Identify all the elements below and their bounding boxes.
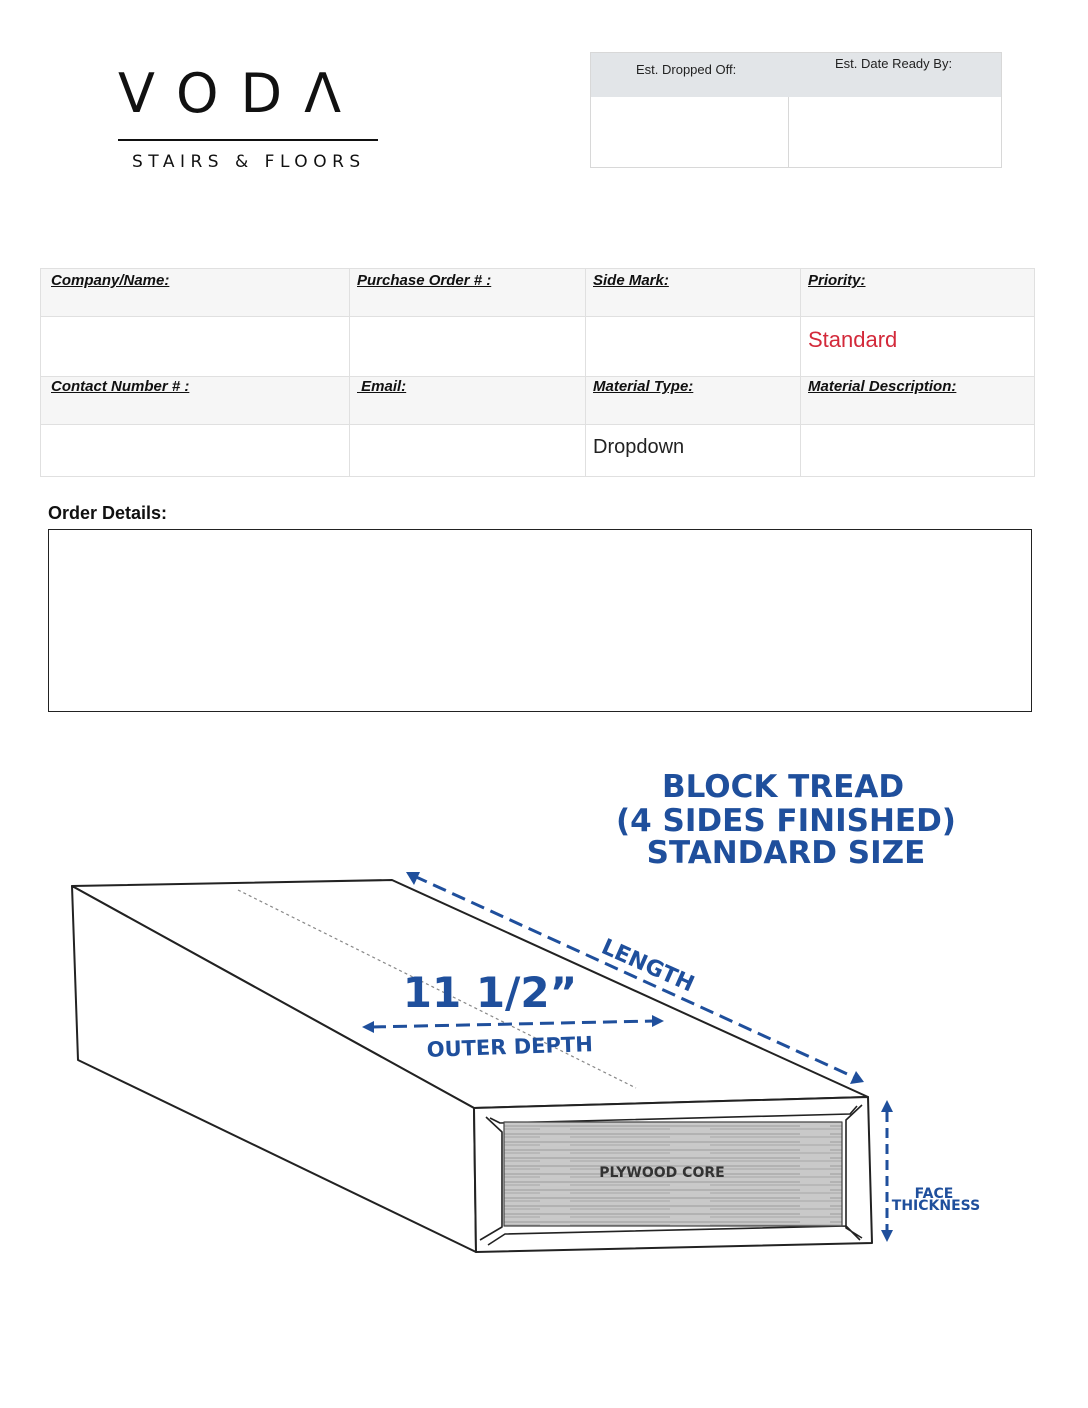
depth-value: 11 1/2” — [402, 968, 578, 1017]
header-row-1 — [41, 269, 1034, 316]
priority-select[interactable]: Standard — [808, 327, 898, 352]
email-label: Email: — [357, 378, 407, 395]
logo-divider — [118, 139, 378, 141]
length-label: LENGTH — [597, 934, 698, 998]
order-details-label: Order Details: — [48, 503, 168, 523]
face-label: FACE — [914, 1186, 954, 1202]
material-description-label: Material Description: — [808, 378, 957, 395]
voda-logo — [118, 62, 380, 176]
diagram-title-line-1: BLOCK TREAD — [661, 769, 905, 805]
est-dropped-off-field[interactable] — [591, 97, 788, 167]
col-divider — [349, 269, 350, 476]
col-divider — [585, 269, 586, 476]
material-description-field[interactable] — [808, 434, 1028, 470]
side-mark-label: Side Mark: — [593, 272, 669, 289]
material-type-label: Material Type: — [593, 378, 694, 395]
plywood-core-label: PLYWOOD CORE — [599, 1165, 725, 1181]
estimate-header — [591, 53, 1001, 97]
diagram-title-line-3: STANDARD SIZE — [646, 835, 926, 871]
contact-number-label: Contact Number # : — [51, 378, 190, 395]
contact-number-field[interactable] — [51, 434, 341, 470]
outer-depth-label: OUTER DEPTH — [426, 1032, 594, 1062]
est-ready-by-field[interactable] — [789, 97, 1001, 167]
side-mark-field[interactable] — [593, 328, 793, 368]
priority-label: Priority: — [808, 272, 866, 289]
company-name-field[interactable] — [51, 328, 341, 368]
row-divider — [41, 424, 1034, 425]
purchase-order-label: Purchase Order # : — [357, 272, 492, 289]
row-divider — [41, 376, 1034, 377]
col-divider — [800, 269, 801, 476]
purchase-order-field[interactable] — [357, 328, 577, 368]
est-ready-by-label: Est. Date Ready By: — [835, 56, 953, 71]
logo-tagline: STAIRS & FLOORS — [132, 152, 366, 172]
material-type-dropdown[interactable]: Dropdown — [593, 436, 685, 458]
logo-wordmark: VODΛ — [118, 62, 364, 125]
estimate-box — [590, 52, 1002, 168]
block-tread-diagram — [0, 740, 1088, 1300]
order-details-textarea[interactable] — [48, 529, 1032, 712]
email-field[interactable] — [357, 434, 577, 470]
row-divider — [41, 316, 1034, 317]
diagram-title-line-2: (4 SIDES FINISHED) — [616, 803, 956, 839]
order-info-table — [40, 268, 1035, 477]
thickness-label: THICKNESS — [891, 1198, 981, 1214]
company-name-label: Company/Name: — [51, 272, 170, 289]
est-dropped-off-label: Est. Dropped Off: — [636, 62, 737, 77]
